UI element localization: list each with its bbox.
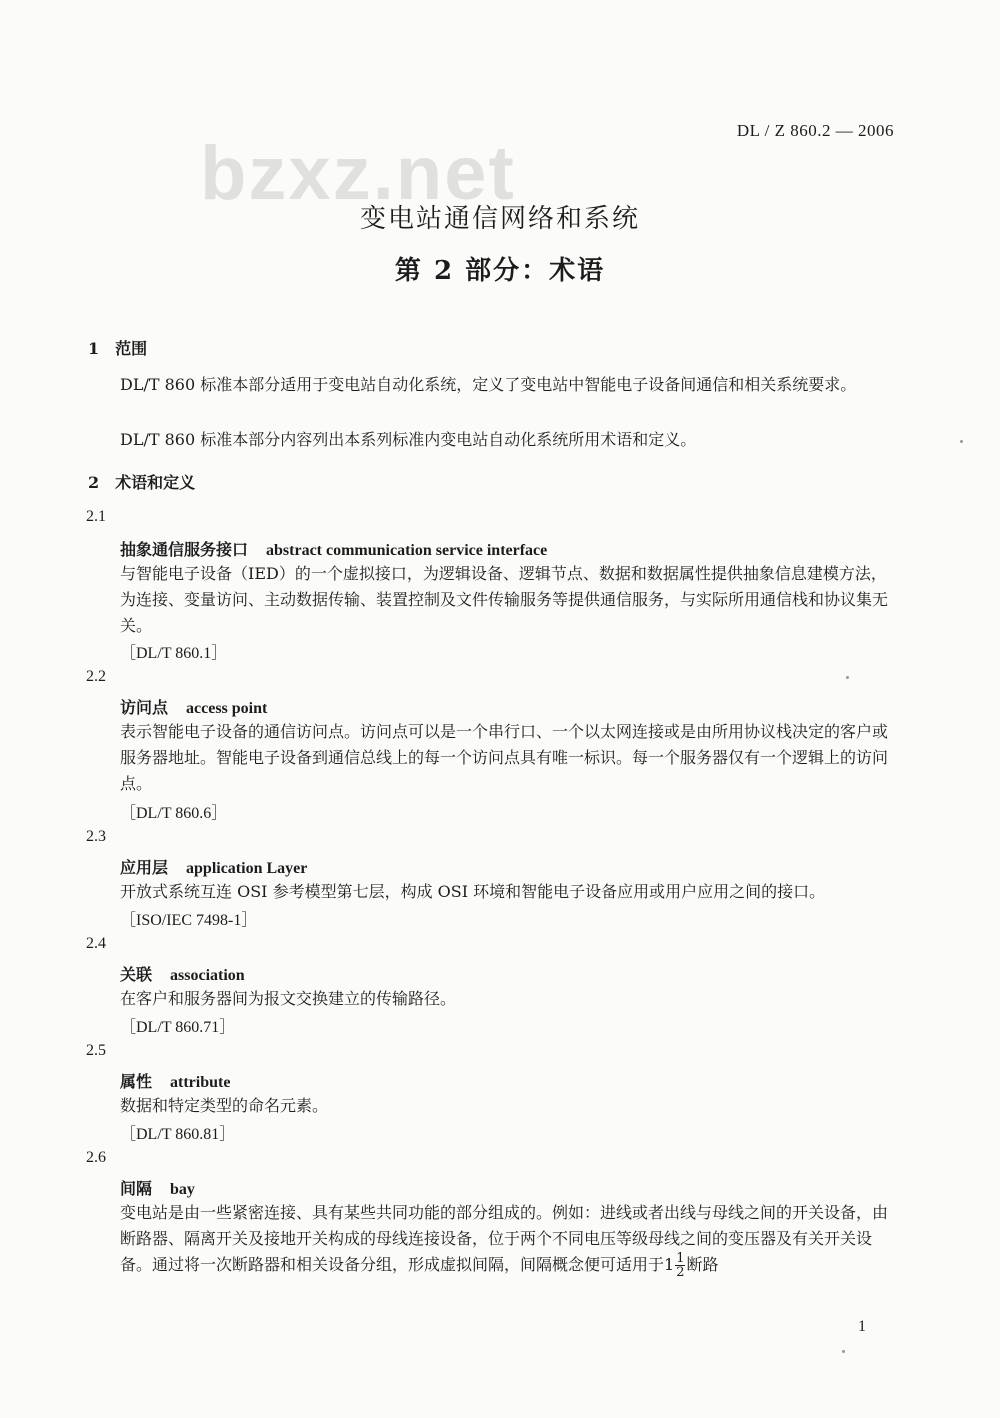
fraction-denominator: 2 xyxy=(676,1265,685,1280)
term-en: bay xyxy=(170,1181,195,1198)
standard-number: DL / Z 860.2 — 2006 xyxy=(736,121,894,140)
term-heading xyxy=(120,962,245,985)
clause-number: 2.3 xyxy=(86,828,106,845)
term-reference: ［DL/T 860.71］ xyxy=(120,1019,236,1036)
term-zh: 应用层 xyxy=(120,858,169,877)
clause-number: 2.2 xyxy=(86,668,106,685)
watermark: bzxz.net xyxy=(200,131,516,216)
clause-number: 2.6 xyxy=(86,1149,106,1166)
term-definition: 在客户和服务器间为报文交换建立的传输路径。 xyxy=(120,989,457,1008)
fraction-numerator: 1 xyxy=(676,1251,685,1266)
scope-paragraph-2: DL/T 860 标准本部分内容列出本系列标准内变电站自动化系统所用术语和定义。 xyxy=(120,430,697,449)
term-heading xyxy=(120,537,547,560)
scope-paragraph-1: DL/T 860 标准本部分适用于变电站自动化系统，定义了变电站中智能电子设备间通信和相关系统要求。 xyxy=(120,375,857,394)
scan-speck xyxy=(846,676,849,679)
term-en: attribute xyxy=(170,1074,231,1091)
term-heading xyxy=(120,1069,230,1092)
term-definition: 数据和特定类型的命名元素。 xyxy=(120,1096,329,1115)
term-zh: 抽象通信服务接口 xyxy=(120,540,249,559)
term-heading xyxy=(120,855,307,878)
document-subtitle: 第 2 部分：术语 xyxy=(394,256,606,286)
section-heading-terms: 2 术语和定义 xyxy=(88,473,196,492)
term-reference: ［DL/T 860.81］ xyxy=(120,1126,236,1143)
term-definition: 与智能电子设备（IED）的一个虚拟接口，为逻辑设备、逻辑节点、数据和数据属性提供抽象信息建模方法，为连接、变量访问、主动数据传输、装置控制及文件传输服务等提供通信服务，与实际所用通信栈和协议集无关。 xyxy=(120,564,889,635)
clause-number: 2.4 xyxy=(86,935,106,952)
term-reference: ［DL/T 860.1］ xyxy=(120,645,228,662)
scan-speck xyxy=(842,1350,845,1353)
clause-number: 2.1 xyxy=(86,508,106,525)
term-en: access point xyxy=(186,700,268,717)
term-definition: 变电站是由一些紧密连接、具有某些共同功能的部分组成的。例如：进线或者出线与母线之间的开关设备，由断路器、隔离开关及接地开关构成的母线连接设备，位于两个不同电压等级母线之间的变压器及有关开关设备。通过将一次断路器和相关设备分组，形成虚拟间隔，间隔概念便可适用于1 $\frac{1}{2}$ 断路 xyxy=(120,1203,889,1280)
term-zh: 关联 xyxy=(120,965,153,984)
fraction xyxy=(675,1252,685,1279)
term-en: application Layer xyxy=(186,860,308,877)
term-reference: ［DL/T 860.6］ xyxy=(120,805,228,822)
term-en: abstract communication service interface xyxy=(266,542,548,559)
document-title: 变电站通信网络和系统 xyxy=(359,204,640,234)
fraction-whole: 1 xyxy=(664,1255,675,1274)
scan-speck xyxy=(960,440,963,443)
term-definition: 表示智能电子设备的通信访问点。访问点可以是一个串行口、一个以太网连接或是由所用协议栈决定的客户或服务器地址。智能电子设备到通信总线上的每一个访问点具有唯一标识。每一个服务器仅有一个逻辑上的访问点。 xyxy=(120,722,889,793)
section-heading-scope: 1 范围 xyxy=(88,339,148,358)
term-definition: 开放式系统互连 OSI 参考模型第七层，构成 OSI 环境和智能电子设备应用或用户应用之间的接口。 xyxy=(120,882,826,901)
term-heading xyxy=(120,1176,195,1199)
term-en: association xyxy=(170,967,245,984)
term-zh: 属性 xyxy=(120,1072,153,1091)
term-zh: 访问点 xyxy=(120,698,169,717)
page-number: 1 xyxy=(858,1318,866,1335)
term-reference: ［ISO/IEC 7498-1］ xyxy=(120,912,258,929)
clause-number: 2.5 xyxy=(86,1042,106,1059)
term-heading xyxy=(120,695,267,718)
term-zh: 间隔 xyxy=(120,1179,153,1198)
